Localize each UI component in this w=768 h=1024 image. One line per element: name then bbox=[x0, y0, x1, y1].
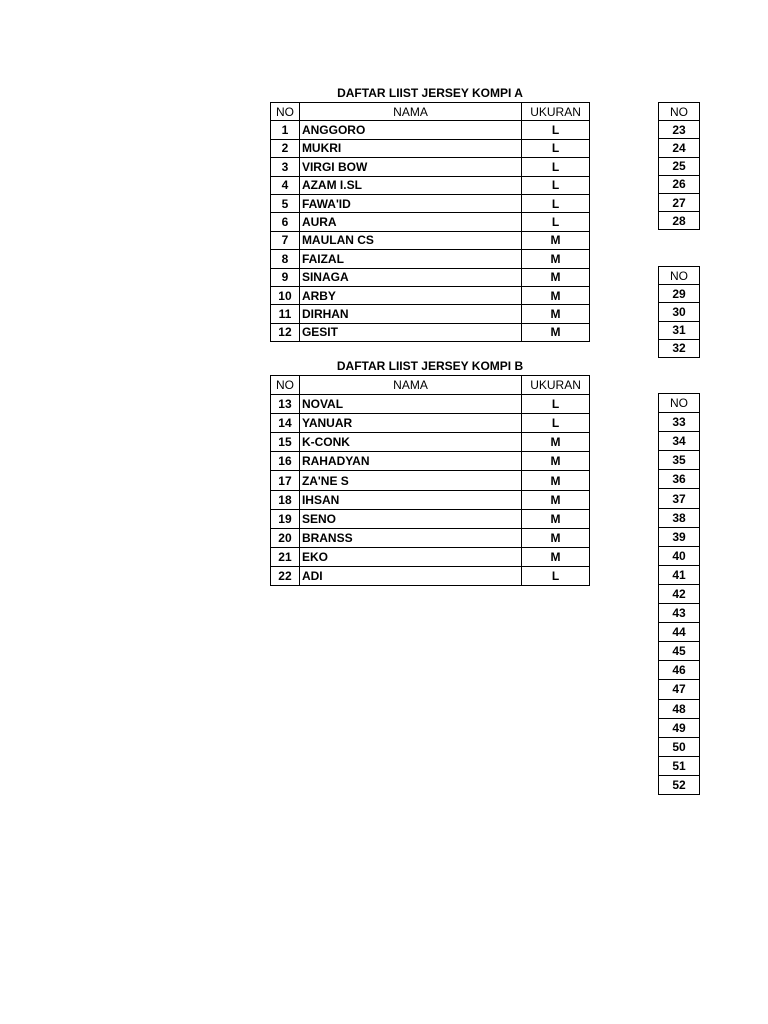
side-header-no: NO bbox=[659, 394, 700, 413]
table-row bbox=[271, 323, 590, 341]
side-number: 49 bbox=[659, 718, 700, 737]
side-row bbox=[659, 339, 700, 357]
row-no: 13 bbox=[271, 395, 300, 414]
row-ukuran: M bbox=[522, 433, 590, 452]
side-row bbox=[659, 546, 700, 565]
header-nama: NAMA bbox=[299, 103, 521, 121]
kompi-b-body bbox=[271, 395, 590, 586]
row-ukuran: M bbox=[522, 268, 590, 286]
row-ukuran: L bbox=[522, 395, 590, 414]
row-ukuran: L bbox=[522, 566, 590, 585]
row-ukuran: M bbox=[522, 490, 590, 509]
row-nama: GESIT bbox=[299, 323, 521, 341]
row-no: 14 bbox=[271, 414, 300, 433]
side-table-1 bbox=[658, 102, 700, 230]
row-no: 15 bbox=[271, 433, 300, 452]
table-row bbox=[271, 547, 590, 566]
row-ukuran: L bbox=[522, 414, 590, 433]
table-row bbox=[271, 566, 590, 585]
side-row bbox=[659, 451, 700, 470]
kompi-a-table bbox=[270, 102, 590, 342]
row-nama: BRANSS bbox=[299, 528, 521, 547]
side-number: 38 bbox=[659, 508, 700, 527]
side-table-2 bbox=[658, 266, 700, 358]
kompi-b-title: DAFTAR LIIST JERSEY KOMPI B bbox=[336, 359, 524, 373]
table-row bbox=[271, 414, 590, 433]
side-number: 26 bbox=[659, 175, 700, 193]
row-nama: IHSAN bbox=[299, 490, 521, 509]
row-nama: AZAM I.SL bbox=[299, 176, 521, 194]
side-row bbox=[659, 432, 700, 451]
row-no: 9 bbox=[271, 268, 300, 286]
row-ukuran: M bbox=[522, 231, 590, 249]
row-no: 6 bbox=[271, 213, 300, 231]
row-nama: ADI bbox=[299, 566, 521, 585]
side-number: 47 bbox=[659, 680, 700, 699]
table-row bbox=[271, 305, 590, 323]
kompi-b-table bbox=[270, 375, 590, 586]
side-number: 41 bbox=[659, 565, 700, 584]
row-nama: DIRHAN bbox=[299, 305, 521, 323]
side-number: 39 bbox=[659, 527, 700, 546]
row-no: 17 bbox=[271, 471, 300, 490]
side-row bbox=[659, 303, 700, 321]
table-row bbox=[271, 250, 590, 268]
table-row bbox=[271, 395, 590, 414]
side-row bbox=[659, 584, 700, 603]
table-row bbox=[271, 194, 590, 212]
row-nama: RAHADYAN bbox=[299, 452, 521, 471]
side-number: 24 bbox=[659, 139, 700, 157]
row-ukuran: M bbox=[522, 528, 590, 547]
side-header-no: NO bbox=[659, 267, 700, 285]
table-row bbox=[271, 139, 590, 157]
kompi-a-title: DAFTAR LIIST JERSEY KOMPI A bbox=[337, 86, 523, 100]
row-ukuran: M bbox=[522, 547, 590, 566]
header-nama: NAMA bbox=[299, 376, 521, 395]
row-nama: ZA'NE S bbox=[299, 471, 521, 490]
side-row bbox=[659, 139, 700, 157]
table-row bbox=[271, 121, 590, 139]
side-number: 23 bbox=[659, 121, 700, 139]
row-nama: MUKRI bbox=[299, 139, 521, 157]
row-no: 1 bbox=[271, 121, 300, 139]
row-nama: YANUAR bbox=[299, 414, 521, 433]
side-number: 32 bbox=[659, 339, 700, 357]
side-row bbox=[659, 527, 700, 546]
side-number: 30 bbox=[659, 303, 700, 321]
side-row bbox=[659, 193, 700, 211]
kompi-a-body bbox=[271, 121, 590, 342]
row-no: 20 bbox=[271, 528, 300, 547]
header-ukuran: UKURAN bbox=[522, 376, 590, 395]
row-no: 19 bbox=[271, 509, 300, 528]
row-nama: ANGGORO bbox=[299, 121, 521, 139]
side-row bbox=[659, 565, 700, 584]
row-no: 16 bbox=[271, 452, 300, 471]
side-number: 52 bbox=[659, 775, 700, 794]
side-row bbox=[659, 285, 700, 303]
side-row bbox=[659, 212, 700, 230]
side-row bbox=[659, 661, 700, 680]
side-number: 48 bbox=[659, 699, 700, 718]
table-row bbox=[271, 433, 590, 452]
side-number: 51 bbox=[659, 756, 700, 775]
row-ukuran: L bbox=[522, 121, 590, 139]
row-no: 5 bbox=[271, 194, 300, 212]
side-number: 37 bbox=[659, 489, 700, 508]
row-no: 21 bbox=[271, 547, 300, 566]
table-row bbox=[271, 452, 590, 471]
side-row bbox=[659, 321, 700, 339]
table-row bbox=[271, 213, 590, 231]
table-row bbox=[271, 528, 590, 547]
side-number: 40 bbox=[659, 546, 700, 565]
side-number: 36 bbox=[659, 470, 700, 489]
side-row bbox=[659, 623, 700, 642]
row-no: 10 bbox=[271, 286, 300, 304]
side-row bbox=[659, 489, 700, 508]
table-row bbox=[271, 268, 590, 286]
side-row bbox=[659, 718, 700, 737]
side-number: 29 bbox=[659, 285, 700, 303]
side-table-3 bbox=[658, 393, 700, 795]
side-row bbox=[659, 413, 700, 432]
side-row bbox=[659, 470, 700, 489]
table-header-row bbox=[271, 103, 590, 121]
table-row bbox=[271, 286, 590, 304]
side-header-row bbox=[659, 103, 700, 121]
row-ukuran: L bbox=[522, 176, 590, 194]
row-nama: K-CONK bbox=[299, 433, 521, 452]
row-nama: MAULAN CS bbox=[299, 231, 521, 249]
table-row bbox=[271, 158, 590, 176]
row-nama: FAWA'ID bbox=[299, 194, 521, 212]
table-row bbox=[271, 176, 590, 194]
row-no: 22 bbox=[271, 566, 300, 585]
row-ukuran: M bbox=[522, 323, 590, 341]
header-no: NO bbox=[271, 376, 300, 395]
side-row bbox=[659, 680, 700, 699]
side-number: 25 bbox=[659, 157, 700, 175]
row-ukuran: M bbox=[522, 509, 590, 528]
side-number: 42 bbox=[659, 584, 700, 603]
row-no: 4 bbox=[271, 176, 300, 194]
row-ukuran: M bbox=[522, 250, 590, 268]
table-row bbox=[271, 509, 590, 528]
row-nama: VIRGI BOW bbox=[299, 158, 521, 176]
row-ukuran: M bbox=[522, 471, 590, 490]
side-number: 43 bbox=[659, 604, 700, 623]
side-row bbox=[659, 699, 700, 718]
row-nama: NOVAL bbox=[299, 395, 521, 414]
side-header-row bbox=[659, 267, 700, 285]
table-row bbox=[271, 231, 590, 249]
side-row bbox=[659, 642, 700, 661]
table-row bbox=[271, 471, 590, 490]
side-number: 45 bbox=[659, 642, 700, 661]
row-no: 3 bbox=[271, 158, 300, 176]
row-nama: FAIZAL bbox=[299, 250, 521, 268]
header-ukuran: UKURAN bbox=[522, 103, 590, 121]
side-row bbox=[659, 756, 700, 775]
row-nama: EKO bbox=[299, 547, 521, 566]
table-row bbox=[271, 490, 590, 509]
row-ukuran: L bbox=[522, 213, 590, 231]
side-row bbox=[659, 737, 700, 756]
side-number: 28 bbox=[659, 212, 700, 230]
row-no: 18 bbox=[271, 490, 300, 509]
row-nama: ARBY bbox=[299, 286, 521, 304]
header-no: NO bbox=[271, 103, 300, 121]
row-ukuran: L bbox=[522, 139, 590, 157]
row-no: 7 bbox=[271, 231, 300, 249]
side-header-row bbox=[659, 394, 700, 413]
side-number: 44 bbox=[659, 623, 700, 642]
row-no: 8 bbox=[271, 250, 300, 268]
row-ukuran: L bbox=[522, 158, 590, 176]
side-number: 46 bbox=[659, 661, 700, 680]
side-row bbox=[659, 604, 700, 623]
side-row bbox=[659, 121, 700, 139]
side-number: 33 bbox=[659, 413, 700, 432]
row-no: 12 bbox=[271, 323, 300, 341]
side-row bbox=[659, 157, 700, 175]
side-number: 27 bbox=[659, 193, 700, 211]
side-header-no: NO bbox=[659, 103, 700, 121]
row-nama: SENO bbox=[299, 509, 521, 528]
row-no: 2 bbox=[271, 139, 300, 157]
side-row bbox=[659, 508, 700, 527]
side-number: 35 bbox=[659, 451, 700, 470]
side-number: 31 bbox=[659, 321, 700, 339]
row-ukuran: M bbox=[522, 305, 590, 323]
table-header-row bbox=[271, 376, 590, 395]
row-nama: AURA bbox=[299, 213, 521, 231]
side-row bbox=[659, 775, 700, 794]
row-ukuran: L bbox=[522, 194, 590, 212]
side-number: 34 bbox=[659, 432, 700, 451]
side-row bbox=[659, 175, 700, 193]
row-ukuran: M bbox=[522, 286, 590, 304]
row-nama: SINAGA bbox=[299, 268, 521, 286]
row-ukuran: M bbox=[522, 452, 590, 471]
row-no: 11 bbox=[271, 305, 300, 323]
side-number: 50 bbox=[659, 737, 700, 756]
